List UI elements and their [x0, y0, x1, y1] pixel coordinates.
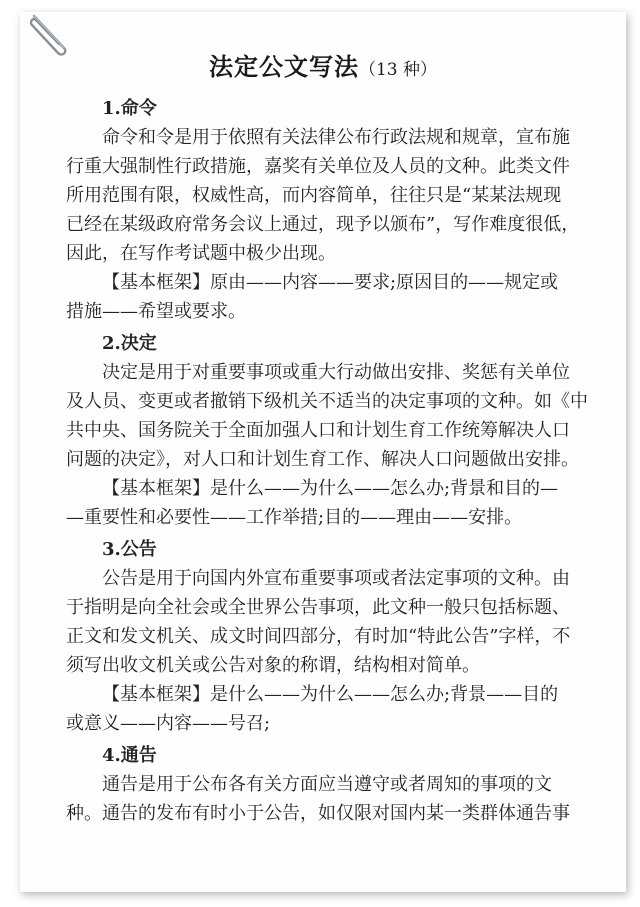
paragraph-line: 因此，在写作考试题中极少出现。: [66, 243, 336, 264]
paragraph-line: 种。通告的发布有时小于公告，如仅限对国内某一类群体通告事: [66, 803, 570, 824]
paragraph-line: 命令和令是用于依照有关法律公布行政法规和规章，宣布施: [102, 127, 570, 148]
paragraph-line: 问题的决定》，对人口和计划生育工作、解决人口问题做出安排。: [66, 449, 579, 470]
document-sheet: [20, 12, 626, 892]
document-title: [20, 47, 626, 82]
paragraph-line: 于指明是向全社会或全世界公告事项，此文种一般只包括标题、: [66, 597, 570, 618]
framework-line: 【基本框架】是什么——为什么——怎么办;背景——目的: [102, 684, 559, 705]
paragraph-line: 行重大强制性行政措施，嘉奖有关单位及人员的文种。此类文件: [66, 156, 570, 177]
paragraph-line: 正文和发文机关、成文时间四部分，有时加“特此公告”字样，不: [66, 626, 571, 647]
paragraph-line: 共中央、国务院关于全面加强人口和计划生育工作统筹解决人口: [66, 420, 570, 441]
framework-line: 【基本框架】原由——内容——要求;原因目的——规定或: [102, 272, 559, 293]
framework-line: 或意义——内容——号召;: [66, 713, 271, 734]
section-heading: 1.命令: [102, 98, 157, 119]
document-title-main: 法定公文写法: [208, 52, 359, 81]
section-heading: 4.通告: [102, 745, 157, 766]
framework-line: 措施——希望或要求。: [66, 301, 246, 322]
paragraph-line: 须写出收文机关或公告对象的称谓，结构相对简单。: [66, 655, 480, 676]
document-title-count: （13 种）: [358, 60, 438, 80]
section-heading: 3.公告: [102, 539, 157, 560]
document-body: [66, 94, 614, 828]
paragraph-line: 公告是用于向国内外宣布重要事项或者法定事项的文种。由: [102, 568, 570, 589]
paragraph-line: 决定是用于对重要事项或重大行动做出安排、奖惩有关单位: [102, 362, 570, 383]
section-heading: 2.决定: [102, 333, 157, 354]
framework-line: —重要性和必要性——工作举措;目的——理由——安排。: [66, 507, 523, 528]
paragraph-line: 已经在某级政府常务会议上通过，现予以颁布”，写作难度很低，: [66, 214, 580, 235]
paragraph-line: 及人员、变更或者撤销下级机关不适当的决定事项的文种。如《中: [66, 391, 588, 412]
paragraph-line: 所用范围有限，权威性高，而内容简单，往往只是“某某法规现: [66, 185, 562, 206]
paragraph-line: 通告是用于公布各有关方面应当遵守或者周知的事项的文: [102, 774, 552, 795]
framework-line: 【基本框架】是什么——为什么——怎么办;背景和目的—: [102, 478, 559, 499]
